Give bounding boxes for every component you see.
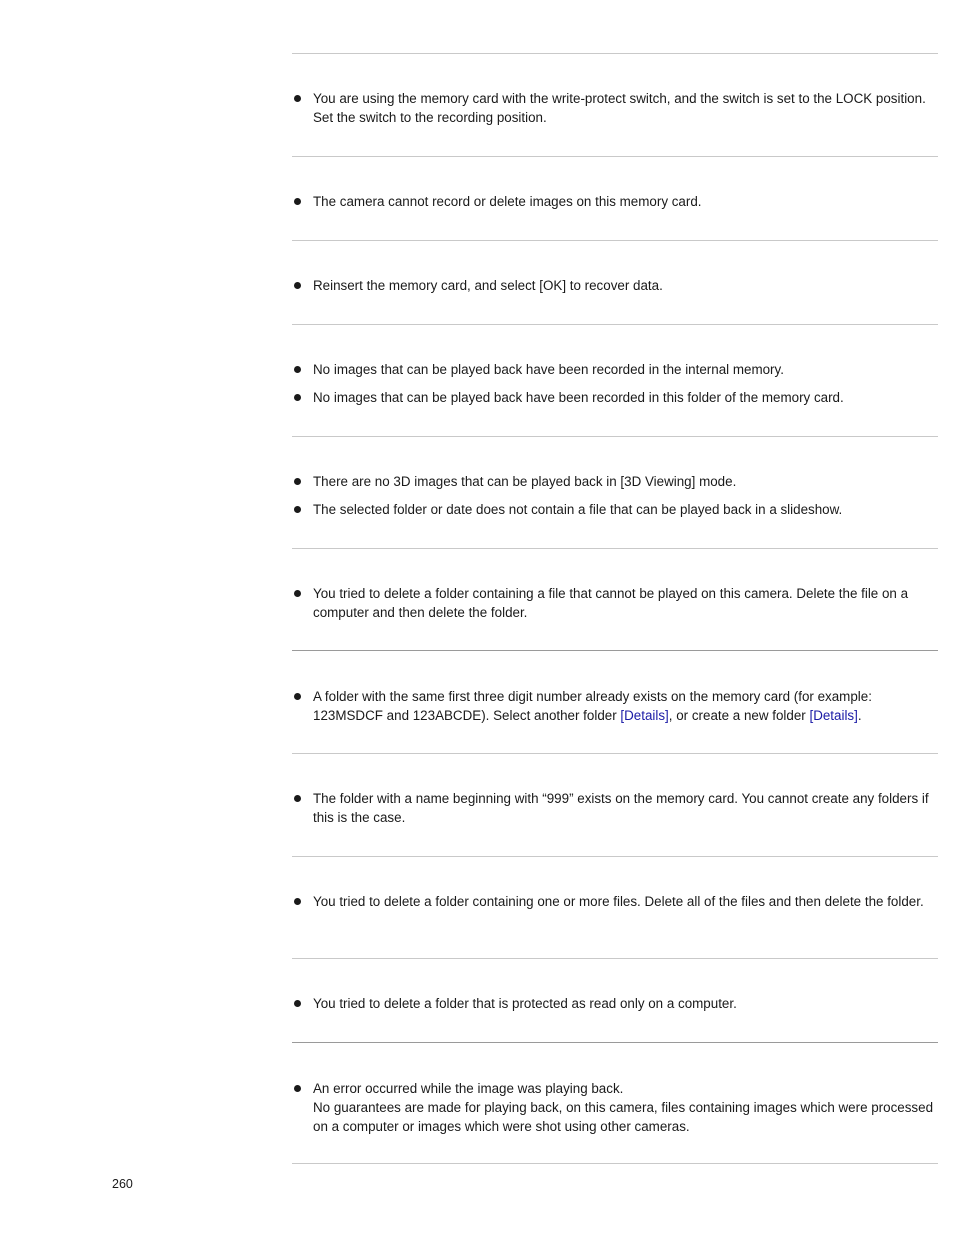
list-item-text: There are no 3D images that can be played back in [3D Viewing] mode. (313, 474, 737, 489)
section-divider (292, 856, 938, 857)
section-divider (292, 436, 938, 437)
list-item (294, 276, 938, 295)
list-item-text: You tried to delete a folder that is protected as read only on a computer. (313, 996, 737, 1011)
bullet-icon (294, 95, 301, 102)
bullet-icon (294, 795, 301, 802)
list-item-text: Reinsert the memory card, and select [OK] to recover data. (313, 278, 663, 293)
bullet-icon (294, 394, 301, 401)
list-item (294, 892, 938, 911)
section-divider (292, 650, 938, 651)
section-divider (292, 53, 938, 54)
list-item-text: The folder with a name beginning with “999” exists on the memory card. You cannot create any folders if this is the case. (313, 791, 929, 825)
playback-note-text: No guarantees are made for playing back, on this camera, files containing images which were processed on a computer or images which were shot using other cameras. (313, 1100, 934, 1134)
bullet-icon (294, 1000, 301, 1007)
section-divider (292, 324, 938, 325)
list-item (294, 584, 938, 622)
list-item-text: The selected folder or date does not contain a file that can be played back in a slideshow. (313, 502, 843, 517)
bullet-icon (294, 590, 301, 597)
list-item-text: No images that can be played back have been recorded in this folder of the memory card. (313, 390, 844, 405)
list-item (294, 994, 938, 1013)
list-item (294, 687, 938, 725)
list-item (294, 500, 938, 519)
list-item-text (313, 1079, 938, 1136)
list-item (294, 789, 938, 827)
section-divider (292, 1042, 938, 1043)
bullet-icon (294, 282, 301, 289)
list-item-text: You tried to delete a folder containing a file that cannot be played on this camera. Delete the file on a computer and then delete the folder. (313, 586, 909, 620)
section-divider (292, 958, 938, 959)
list-item (294, 192, 938, 211)
bullet-icon (294, 693, 301, 700)
folder-text-part1: A folder with the same first three digit number already exists on the memory card (for example: 123MSDCF and 123ABCDE). Select another folder (313, 689, 872, 723)
playback-error-text: An error occurred while the image was playing back. (313, 1081, 624, 1096)
bullet-icon (294, 198, 301, 205)
details-link-new-folder[interactable]: [Details] (809, 708, 858, 723)
list-item (294, 472, 938, 491)
section-divider (292, 753, 938, 754)
bullet-icon (294, 1085, 301, 1092)
section-divider (292, 548, 938, 549)
list-item-text: The camera cannot record or delete images on this memory card. (313, 194, 702, 209)
bullet-icon (294, 506, 301, 513)
section-divider (292, 240, 938, 241)
list-item (294, 89, 938, 127)
section-divider (292, 156, 938, 157)
list-item-text (313, 687, 938, 725)
folder-text-part3: . (857, 708, 862, 723)
list-item (294, 1079, 938, 1136)
list-item (294, 388, 938, 407)
list-item-text: No images that can be played back have been recorded in the internal memory. (313, 362, 784, 377)
list-item-text: You are using the memory card with the write-protect switch, and the switch is set to the LOCK position. Set the switch to the recording position. (313, 91, 926, 125)
section-divider (292, 1163, 938, 1164)
folder-text-part2: , or create a new folder (668, 708, 810, 723)
bullet-icon (294, 898, 301, 905)
list-item-text: You tried to delete a folder containing one or more files. Delete all of the files and then delete the folder. (313, 894, 924, 909)
page-number: 260 (112, 1177, 133, 1191)
list-item (294, 360, 938, 379)
bullet-icon (294, 478, 301, 485)
bullet-icon (294, 366, 301, 373)
details-link-select-folder[interactable]: [Details] (620, 708, 669, 723)
